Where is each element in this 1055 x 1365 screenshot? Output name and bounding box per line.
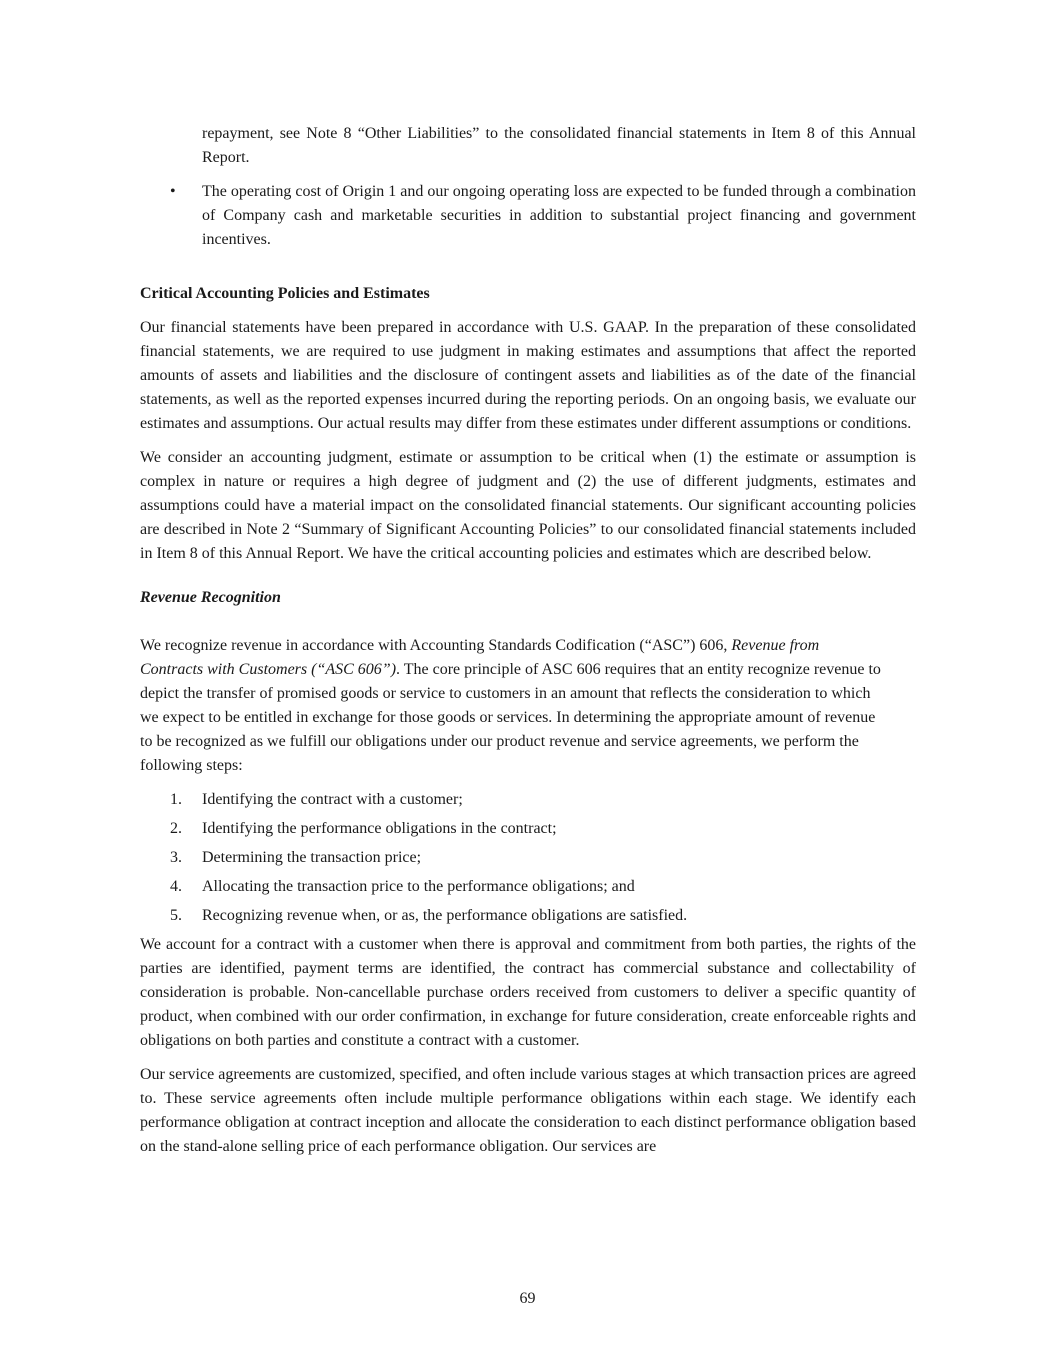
section-heading: Critical Accounting Policies and Estimates (140, 285, 430, 302)
list-item (140, 904, 916, 928)
page-number: 69 (519, 1290, 536, 1307)
step-number: 4. (170, 878, 182, 895)
service-agreements-paragraph: Our service agreements are customized, specified, and often include various stages at which transaction prices are agreed to. These service agreements often include multiple performance obligations within each stage. We identify each performance obligation at contract inception and allocate the consideration to each distinct performance obligation based on the stand-alone selling price of each performance obligation. Our services are (140, 1066, 916, 1155)
step-text: Determining the transaction price; (202, 849, 422, 866)
continuation-text: repayment, see Note 8 “Other Liabilities” to the consolidated financial statements in Item 8 of this Annual Report. (202, 125, 916, 166)
list-item (140, 846, 916, 870)
step-text: Identifying the contract with a customer; (202, 791, 463, 808)
step-text: Identifying the performance obligations in the contract; (202, 820, 557, 837)
list-item (140, 788, 916, 812)
policies-paragraph-2: We consider an accounting judgment, estimate or assumption to be critical when (1) the estimate or assumption is complex in nature or requires a high degree of judgment and (2) the use of different judgments, estimates and assumptions could have a material impact on the consolidated financial statements. Our significant accounting policies are described in Note 2 “Summary of Significant Accounting Policies” to our consolidated financial statements included in Item 8 of this Annual Report. We have the critical accounting policies and estimates which are described below. (140, 449, 916, 562)
bullet-icon: • (170, 183, 176, 200)
bullet-text: The operating cost of Origin 1 and our ongoing operating loss are expected to be funded through a combination of Company cash and marketable securities in addition to substantial project financing and government incentives. (202, 183, 916, 248)
step-number: 1. (170, 791, 182, 808)
step-text: Recognizing revenue when, or as, the performance obligations are satisfied. (202, 907, 688, 924)
intro-text-start: We recognize revenue in accordance with Accounting Standards Codification (“ASC”) 606, (140, 637, 732, 654)
intro-text-end: . The core principle of ASC 606 requires that an entity recognize revenue to depict the transfer of promised goods or service to customers in an amount that reflects the consideration to which we expect to be entitled in exchange for those goods or services. In determining the appropriate amount of revenue to be recognized as we fulfill our obligations under our product revenue and service agreements, we perform the following steps: (140, 661, 881, 774)
intro-standard-title: Revenue from Contracts with Customers (“ASC 606”) (140, 637, 820, 678)
bullet-item (140, 180, 916, 252)
document-page (140, 122, 916, 1159)
revenue-steps-list (140, 788, 916, 928)
list-item (140, 875, 916, 899)
step-number: 5. (170, 907, 182, 924)
step-text: Allocating the transaction price to the performance obligations; and (202, 878, 635, 895)
revenue-intro-paragraph (140, 634, 885, 778)
subsection-heading: Revenue Recognition (140, 589, 281, 606)
list-item (140, 817, 916, 841)
step-number: 2. (170, 820, 182, 837)
policies-paragraph-1: Our financial statements have been prepared in accordance with U.S. GAAP. In the preparation of these consolidated financial statements, we are required to use judgment in making estimates and assumptions that affect the reported amounts of assets and liabilities and the disclosure of contingent assets and liabilities as of the date of the financial statements, as well as the reported expenses incurred during the reporting periods. On an ongoing basis, we evaluate our estimates and assumptions. Our actual results may differ from these estimates under different assumptions or conditions. (140, 319, 916, 432)
contract-paragraph: We account for a contract with a customer when there is approval and commitment from both parties, the rights of the parties are identified, payment terms are identified, the contract has commercial substance and collectability of consideration is probable. Non-cancellable purchase orders received from customers to deliver a specific quantity of product, when combined with our order confirmation, in exchange for future consideration, create enforceable rights and obligations on both parties and constitute a contract with a customer. (140, 936, 916, 1049)
continuation-paragraph (140, 122, 916, 170)
step-number: 3. (170, 849, 182, 866)
